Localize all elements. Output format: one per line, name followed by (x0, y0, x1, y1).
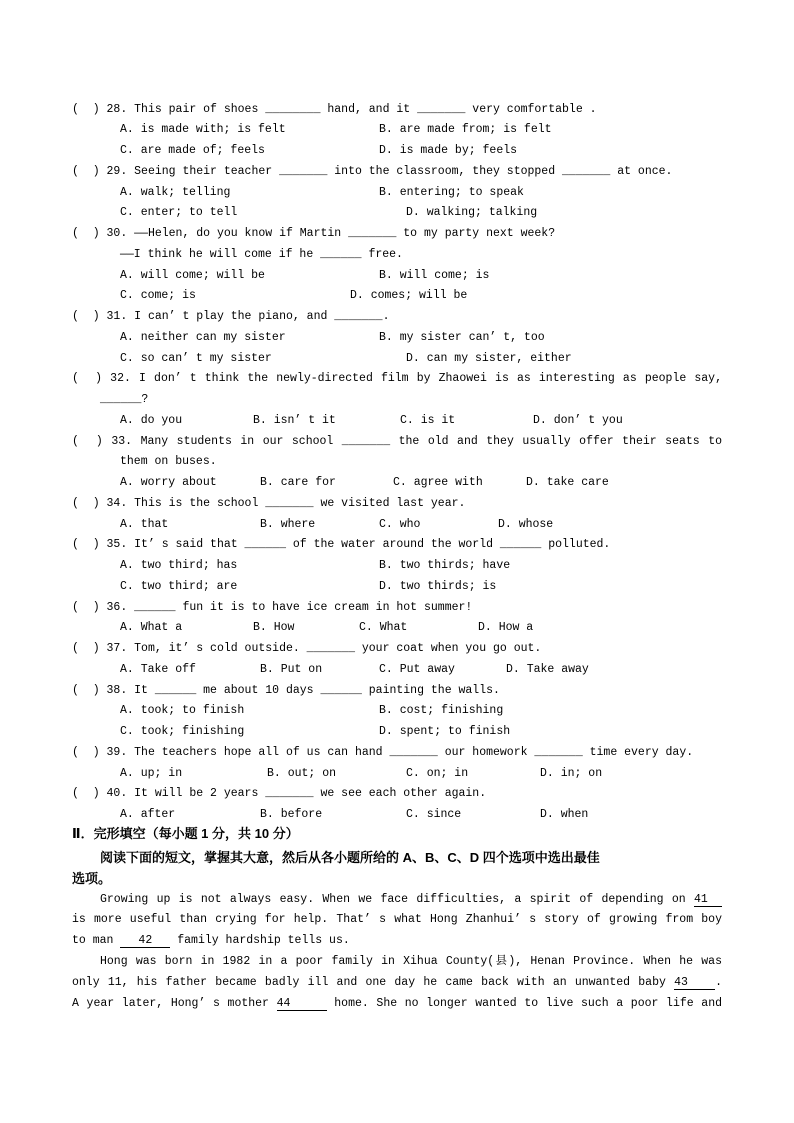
option-29-d: D. walking; talking (406, 206, 538, 220)
question-number: 34. (106, 496, 128, 510)
passage-text: to man (72, 934, 114, 948)
option-28-b: B. are made from; is felt (379, 123, 552, 137)
question-number: 31. (106, 310, 128, 324)
question-35-options-row-1 (72, 556, 722, 577)
option-30-a: A. will come; will be (120, 268, 265, 282)
multiple-choice-questions (72, 100, 722, 826)
question-33-stem (72, 432, 722, 453)
answer-bracket: ( ) (72, 434, 103, 448)
answer-bracket: ( ) (72, 496, 100, 510)
question-text: ——Helen, do you know if Martin _______ to my party next week? (134, 227, 556, 241)
option-40-b: B. before (260, 808, 323, 822)
option-33-d: D. take care (526, 476, 609, 490)
answer-bracket: ( ) (72, 538, 100, 552)
question-39-stem (72, 743, 722, 764)
option-38-b: B. cost; finishing (379, 704, 504, 718)
question-30-stem-continued (72, 245, 722, 266)
answer-bracket: ( ) (72, 745, 100, 759)
option-34-c: C. who (379, 517, 421, 531)
question-30-stem (72, 224, 722, 245)
question-35-options-row-2 (72, 577, 722, 598)
question-number: 38. (106, 683, 128, 697)
question-number: 35. (106, 538, 128, 552)
question-29-stem (72, 162, 722, 183)
option-38-a: A. took; to finish (120, 704, 245, 718)
question-number: 40. (106, 787, 128, 801)
question-35-stem (72, 535, 722, 556)
question-28-options-row-1 (72, 120, 722, 141)
option-34-d: D. whose (498, 517, 554, 531)
blank-42: 42 (120, 934, 170, 948)
option-28-d: D. is made by; feels (379, 144, 518, 158)
option-37-d: D. Take away (506, 662, 589, 676)
question-32-stem-continued (72, 390, 722, 411)
option-34-b: B. where (260, 517, 316, 531)
option-40-c: C. since (406, 808, 462, 822)
question-29-options-row-2 (72, 203, 722, 224)
cloze-passage (72, 890, 722, 1015)
answer-bracket: ( ) (72, 683, 100, 697)
passage-line-6 (72, 994, 722, 1015)
question-34-stem (72, 494, 722, 515)
option-38-c: C. took; finishing (120, 725, 245, 739)
question-text: ______ fun it is to have ice cream in hot summer! (134, 600, 473, 614)
passage-line-2 (72, 910, 722, 931)
passage-text: Growing up is not always easy. When we face difficulties, a spirit of depending on (100, 892, 686, 906)
answer-bracket: ( ) (72, 164, 100, 178)
answer-bracket: ( ) (72, 787, 100, 801)
option-32-b: B. isn’ t it (253, 413, 336, 427)
answer-bracket: ( ) (72, 227, 100, 241)
passage-line-4 (72, 952, 722, 973)
question-36-options (72, 618, 722, 639)
question-number: 37. (106, 642, 128, 656)
passage-line-3 (72, 931, 722, 952)
question-number: 29. (106, 164, 128, 178)
question-33-options (72, 473, 722, 494)
option-38-d: D. spent; to finish (379, 725, 511, 739)
option-34-a: A. that (120, 517, 169, 531)
option-36-c: C. What (359, 621, 408, 635)
passage-text: family hardship tells us. (177, 934, 350, 948)
passage-line-1 (72, 890, 722, 911)
passage-text: A year later, Hong’ s mother (72, 996, 269, 1010)
question-text: Tom, it’ s cold outside. _______ your coat when you go out. (134, 642, 542, 656)
question-text: Seeing their teacher _______ into the classroom, they stopped _______ at once. (134, 164, 673, 178)
question-28-stem (72, 100, 722, 121)
question-38-options-row-1 (72, 701, 722, 722)
question-32-stem (72, 369, 722, 390)
question-text-continued: them on buses. (120, 455, 217, 469)
section-heading: Ⅱ．完形填空（每小题 1 分，共 10 分） (72, 826, 299, 841)
question-28-options-row-2 (72, 141, 722, 162)
option-35-a: A. two third; has (120, 559, 238, 573)
question-33-stem-continued (72, 452, 722, 473)
question-32-options (72, 411, 722, 432)
question-text: It will be 2 years _______ we see each other again. (134, 787, 487, 801)
option-33-a: A. worry about (120, 476, 217, 490)
question-40-stem (72, 784, 722, 805)
option-36-d: D. How a (478, 621, 534, 635)
option-40-d: D. when (540, 808, 589, 822)
question-text: Many students in our school _______ the old and they usually offer their seats to (140, 434, 722, 448)
answer-bracket: ( ) (72, 372, 103, 386)
option-37-c: C. Put away (379, 662, 455, 676)
question-37-options (72, 660, 722, 681)
blank-41: 41 (694, 893, 722, 907)
option-29-c: C. enter; to tell (120, 206, 238, 220)
question-text: It ______ me about 10 days ______ painting the walls. (134, 683, 500, 697)
question-text: It’ s said that ______ of the water around the world ______ polluted. (134, 538, 611, 552)
option-30-b: B. will come; is (379, 268, 490, 282)
option-33-b: B. care for (260, 476, 336, 490)
question-number: 36. (106, 600, 128, 614)
option-36-a: A. What a (120, 621, 183, 635)
question-34-options (72, 515, 722, 536)
question-30-options-row-2 (72, 286, 722, 307)
question-29-options-row-1 (72, 183, 722, 204)
section-instructions (72, 847, 722, 889)
option-35-c: C. two third; are (120, 579, 238, 593)
question-number: 33. (111, 434, 133, 448)
option-28-c: C. are made of; feels (120, 144, 265, 158)
option-33-c: C. agree with (393, 476, 483, 490)
question-37-stem (72, 639, 722, 660)
option-31-c: C. so can’ t my sister (120, 351, 272, 365)
instruction-line-2: 选项。 (72, 870, 112, 886)
option-39-a: A. up; in (120, 766, 183, 780)
question-number: 32. (110, 372, 131, 386)
option-32-d: D. don’ t you (533, 413, 623, 427)
passage-text: is more useful than crying for help. That’ s what Hong Zhanhui’ s story of growing from boy (72, 913, 722, 927)
passage-text: . (715, 975, 722, 989)
question-text: I don’ t think the newly-directed film by Zhaowei is as interesting as people say, (139, 372, 722, 386)
question-30-options-row-1 (72, 266, 722, 287)
option-30-c: C. come; is (120, 289, 196, 303)
question-number: 30. (106, 227, 128, 241)
option-29-a: A. walk; telling (120, 185, 231, 199)
question-31-stem (72, 307, 722, 328)
passage-text: Hong was born in 1982 in a poor family in Xihua County(县), Henan Province. When he was (100, 954, 722, 968)
question-38-options-row-2 (72, 722, 722, 743)
passage-text: home. She no longer wanted to live such a poor life and (334, 996, 723, 1010)
question-31-options-row-1 (72, 328, 722, 349)
question-text: This is the school _______ we visited last year. (134, 496, 466, 510)
question-31-options-row-2 (72, 349, 722, 370)
passage-text: only 11, his father became badly ill and one day he came back with an unwanted baby (72, 975, 666, 989)
answer-bracket: ( ) (72, 102, 100, 116)
blank-44: 44 (277, 997, 327, 1011)
option-35-b: B. two thirds; have (379, 559, 511, 573)
question-38-stem (72, 681, 722, 702)
question-number: 28. (106, 102, 128, 116)
option-31-d: D. can my sister, either (406, 351, 572, 365)
option-29-b: B. entering; to speak (379, 185, 524, 199)
blank-43: 43 (674, 976, 715, 990)
option-32-a: A. do you (120, 413, 183, 427)
question-36-stem (72, 598, 722, 619)
option-32-c: C. is it (400, 413, 456, 427)
option-37-a: A. Take off (120, 662, 196, 676)
question-text: The teachers hope all of us can hand _______ our homework _______ time every day. (134, 745, 694, 759)
option-40-a: A. after (120, 808, 176, 822)
option-39-d: D. in; on (540, 766, 603, 780)
question-39-options (72, 764, 722, 785)
question-text: This pair of shoes ________ hand, and it _______ very comfortable . (134, 102, 597, 116)
option-35-d: D. two thirds; is (379, 579, 497, 593)
passage-line-5 (72, 973, 722, 994)
answer-bracket: ( ) (72, 600, 100, 614)
instruction-line-1: 阅读下面的短文，掌握其大意，然后从各小题所给的 A、B、C、D 四个选项中选出最佳 (100, 849, 600, 865)
question-40-options (72, 805, 722, 826)
option-31-a: A. neither can my sister (120, 330, 286, 344)
option-30-d: D. comes; will be (350, 289, 468, 303)
question-text-continued: ______? (100, 393, 149, 407)
question-text-continued: ——I think he will come if he ______ free. (120, 247, 403, 261)
option-36-b: B. How (253, 621, 295, 635)
option-37-b: B. Put on (260, 662, 323, 676)
question-number: 39. (106, 745, 128, 759)
answer-bracket: ( ) (72, 310, 100, 324)
option-39-b: B. out; on (267, 766, 337, 780)
answer-bracket: ( ) (72, 642, 100, 656)
option-39-c: C. on; in (406, 766, 469, 780)
option-31-b: B. my sister can’ t, too (379, 330, 545, 344)
option-28-a: A. is made with; is felt (120, 123, 286, 137)
question-text: I can’ t play the piano, and _______. (134, 310, 390, 324)
